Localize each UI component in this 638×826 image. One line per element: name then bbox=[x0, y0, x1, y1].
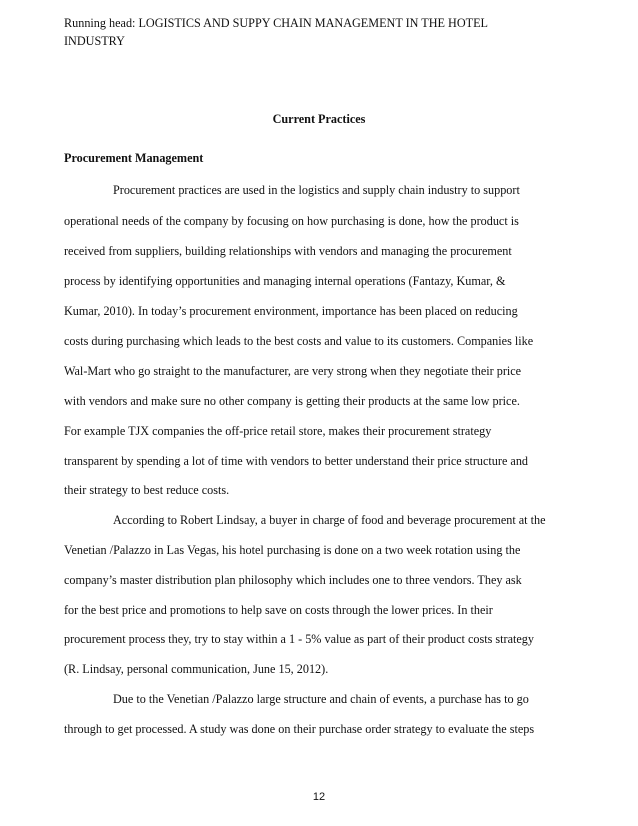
subheading-procurement-management: Procurement Management bbox=[64, 151, 204, 165]
body-line: costs during purchasing which leads to the best costs and value to its customers. Companies like bbox=[64, 334, 534, 348]
page-number: 12 bbox=[312, 791, 326, 803]
body-line: their strategy to best reduce costs. bbox=[64, 483, 230, 497]
body-line: (R. Lindsay, personal communication, June 15, 2012). bbox=[64, 662, 329, 676]
body-line: procurement process they, try to stay within a 1 - 5% value as part of their product costs strategy bbox=[64, 632, 534, 646]
section-title: Current Practices bbox=[272, 112, 366, 126]
body-line: For example TJX companies the off-price retail store, makes their procurement strategy bbox=[64, 424, 492, 438]
body-line: Venetian /Palazzo in Las Vegas, his hotel purchasing is done on a two week rotation using the bbox=[64, 543, 521, 557]
body-line: company’s master distribution plan philosophy which includes one to three vendors. They ask bbox=[64, 573, 522, 587]
body-line: for the best price and promotions to help save on costs through the lower prices. In their bbox=[64, 603, 493, 617]
body-line: with vendors and make sure no other company is getting their products at the same low price. bbox=[64, 394, 520, 408]
body-line: received from suppliers, building relationships with vendors and managing the procurement bbox=[64, 244, 512, 258]
body-line: process by identifying opportunities and managing internal operations (Fantazy, Kumar, & bbox=[64, 274, 506, 288]
body-line: Kumar, 2010). In today’s procurement environment, importance has been placed on reducing bbox=[64, 304, 518, 318]
running-head: Running head: LOGISTICS AND SUPPY CHAIN MANAGEMENT IN THE HOTEL INDUSTRY bbox=[64, 16, 488, 48]
body-line: through to get processed. A study was done on their purchase order strategy to evaluate the steps bbox=[64, 722, 535, 736]
body-line: Due to the Venetian /Palazzo large structure and chain of events, a purchase has to go bbox=[113, 692, 529, 706]
body-line: According to Robert Lindsay, a buyer in charge of food and beverage procurement at the bbox=[113, 513, 546, 527]
body-line: Procurement practices are used in the logistics and supply chain industry to support bbox=[113, 183, 520, 197]
body-line: Wal-Mart who go straight to the manufacturer, are very strong when they negotiate their price bbox=[64, 364, 522, 378]
body-line: transparent by spending a lot of time with vendors to better understand their price structure and bbox=[64, 454, 529, 468]
body-line: operational needs of the company by focusing on how purchasing is done, how the product is bbox=[64, 214, 519, 228]
